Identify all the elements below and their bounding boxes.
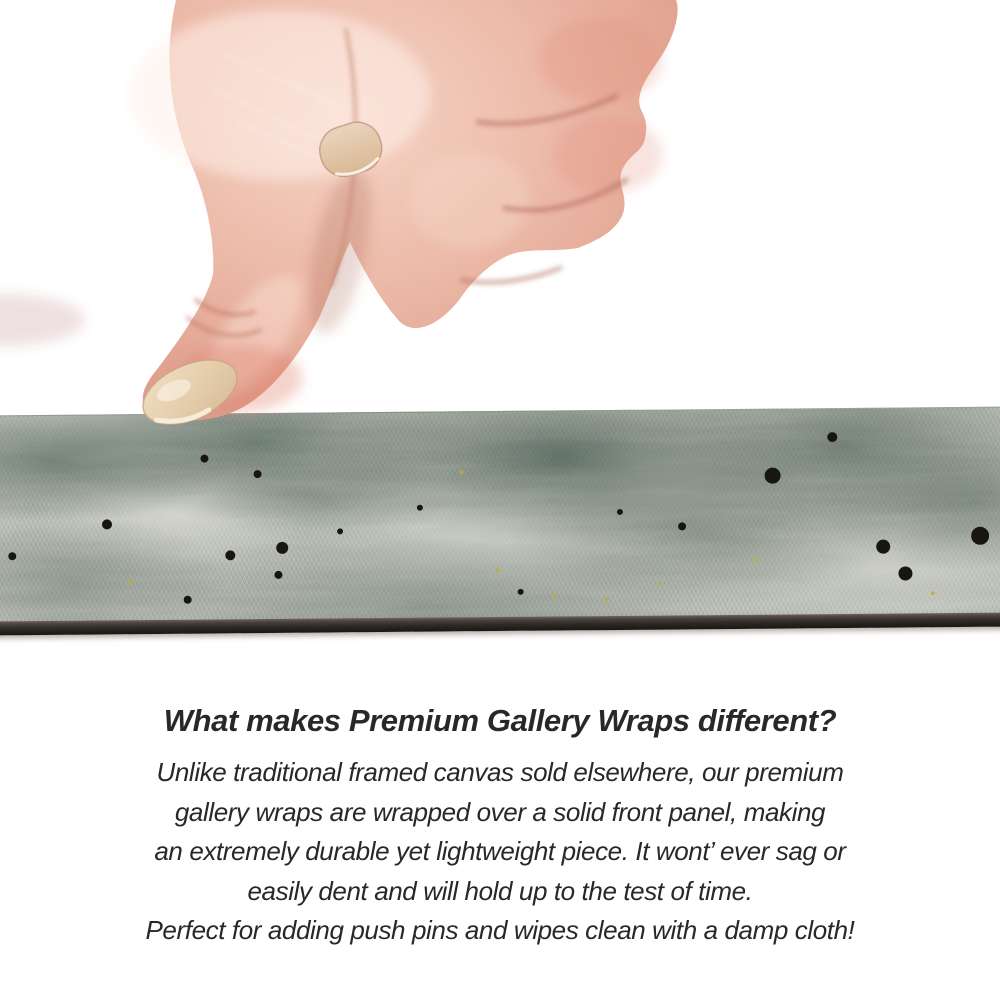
caption-block: [0, 699, 1000, 951]
caption-line-3: an extremely durable yet lightweight piece. It wont’ ever sag or: [154, 836, 846, 866]
caption-line-4: easily dent and will hold up to the test of time.: [247, 875, 753, 906]
caption-line-5: Perfect for adding push pins and wipes clean with a damp cloth!: [145, 915, 855, 945]
caption-line-2: gallery wraps are wrapped over a solid front panel, making: [174, 796, 826, 827]
caption-line-1: Unlike traditional framed canvas sold elsewhere, our premium: [156, 757, 844, 787]
canvas-panel-strip: [0, 407, 1000, 636]
caption-heading: What makes Premium Gallery Wraps different?: [163, 703, 837, 738]
hand-photo: [0, 0, 1000, 440]
